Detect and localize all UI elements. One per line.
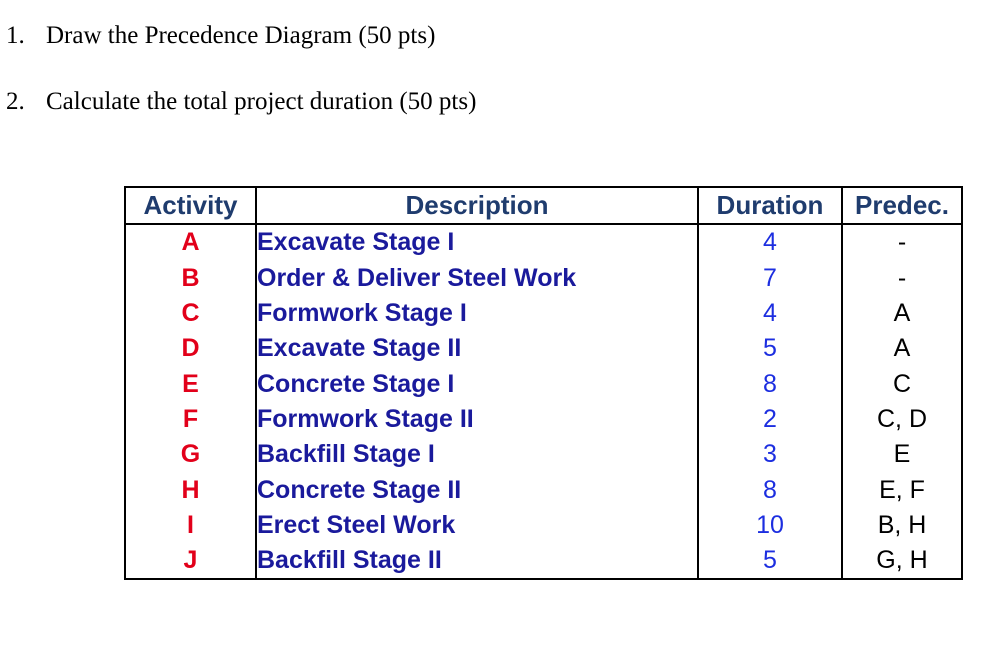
table-row (125, 508, 962, 543)
table-row (125, 543, 962, 579)
description-cell: Formwork Stage II (256, 402, 698, 437)
predecessors-cell: - (842, 224, 962, 260)
question-2-number: 2. (6, 88, 25, 115)
duration-cell: 10 (698, 508, 842, 543)
description-cell: Backfill Stage I (256, 437, 698, 472)
activity-cell: C (125, 296, 256, 331)
table-row (125, 224, 962, 260)
question-1-number: 1. (6, 22, 25, 49)
question-2 (6, 88, 476, 116)
activity-cell: H (125, 472, 256, 507)
duration-cell: 2 (698, 402, 842, 437)
duration-cell: 5 (698, 331, 842, 366)
predecessors-cell: C (842, 366, 962, 401)
predecessors-cell: E (842, 437, 962, 472)
header-predecessors: Predec. (842, 187, 962, 224)
duration-cell: 4 (698, 296, 842, 331)
description-cell: Formwork Stage I (256, 296, 698, 331)
predecessors-cell: B, H (842, 508, 962, 543)
header-duration: Duration (698, 187, 842, 224)
description-cell: Concrete Stage II (256, 472, 698, 507)
question-1 (6, 22, 435, 50)
question-1-text: Draw the Precedence Diagram (50 pts) (46, 22, 436, 49)
activity-cell: A (125, 224, 256, 260)
description-cell: Order & Deliver Steel Work (256, 261, 698, 296)
duration-cell: 5 (698, 543, 842, 579)
table-header-row (125, 187, 962, 224)
table-row (125, 296, 962, 331)
table-row (125, 437, 962, 472)
predecessors-cell: G, H (842, 543, 962, 579)
duration-cell: 3 (698, 437, 842, 472)
table-row (125, 261, 962, 296)
question-2-text: Calculate the total project duration (50 pts) (46, 88, 477, 115)
predecessors-cell: C, D (842, 402, 962, 437)
table-row (125, 366, 962, 401)
header-description: Description (256, 187, 698, 224)
activity-cell: B (125, 261, 256, 296)
activity-cell: E (125, 366, 256, 401)
activity-cell: J (125, 543, 256, 579)
predecessors-cell: E, F (842, 472, 962, 507)
table-row (125, 472, 962, 507)
header-activity: Activity (125, 187, 256, 224)
table-row (125, 331, 962, 366)
activity-cell: I (125, 508, 256, 543)
predecessors-cell: A (842, 296, 962, 331)
duration-cell: 8 (698, 366, 842, 401)
duration-cell: 8 (698, 472, 842, 507)
activity-cell: G (125, 437, 256, 472)
duration-cell: 4 (698, 224, 842, 260)
description-cell: Concrete Stage I (256, 366, 698, 401)
predecessors-cell: - (842, 261, 962, 296)
predecessors-cell: A (842, 331, 962, 366)
description-cell: Erect Steel Work (256, 508, 698, 543)
description-cell: Excavate Stage I (256, 224, 698, 260)
table-row (125, 402, 962, 437)
activity-cell: F (125, 402, 256, 437)
activity-cell: D (125, 331, 256, 366)
description-cell: Backfill Stage II (256, 543, 698, 579)
duration-cell: 7 (698, 261, 842, 296)
description-cell: Excavate Stage II (256, 331, 698, 366)
activity-table (124, 186, 963, 580)
